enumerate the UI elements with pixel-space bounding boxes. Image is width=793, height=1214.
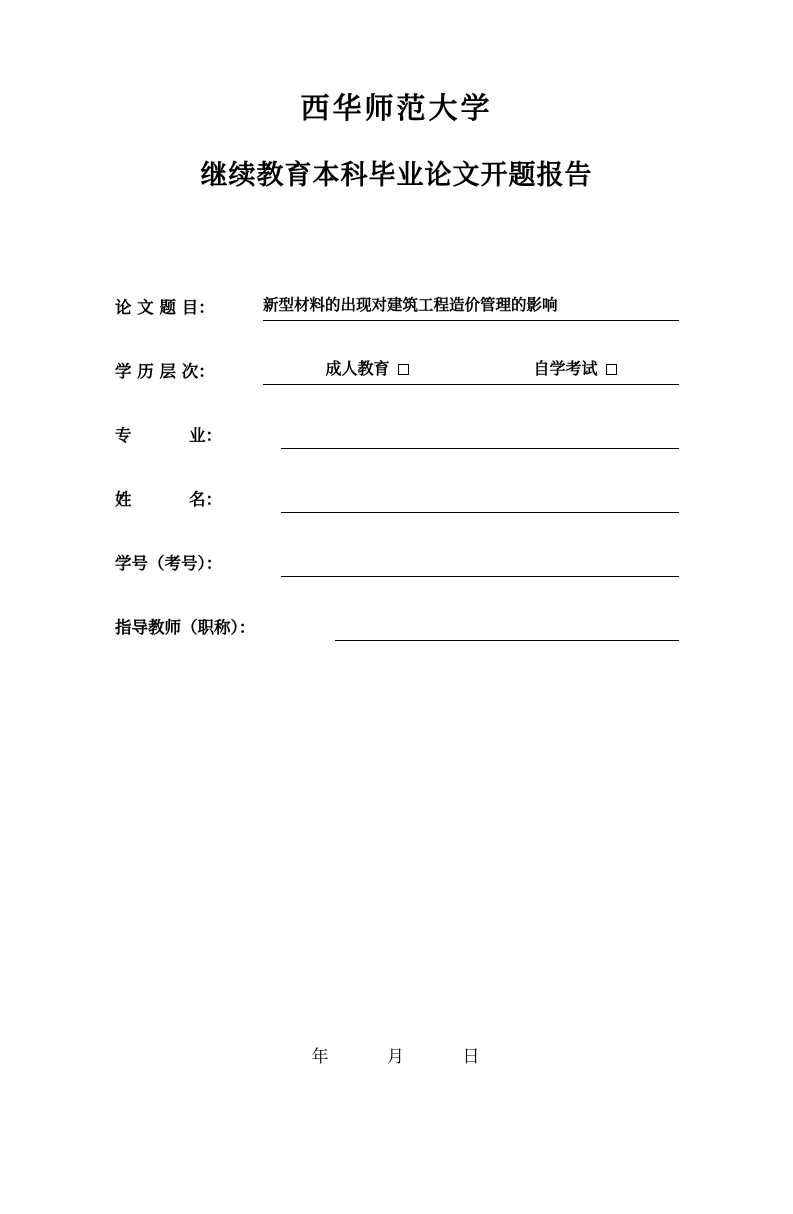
input-major[interactable]	[281, 420, 679, 449]
field-row-major	[115, 415, 793, 449]
label-major: 专 业：	[115, 426, 222, 446]
university-name: 西华师范大学	[300, 93, 493, 125]
checkbox-icon-adult-education[interactable]	[398, 364, 409, 375]
option-adult-education[interactable]	[325, 356, 408, 382]
date-footer	[0, 1042, 793, 1067]
date-day-label: 日	[462, 1047, 482, 1066]
label-student-id: 学号（考号）：	[115, 554, 223, 574]
field-row-name	[115, 479, 793, 513]
option-self-study-exam-label: 自学考试	[533, 359, 598, 379]
label-name: 姓 名：	[115, 490, 222, 510]
field-row-education-level	[115, 351, 793, 385]
field-row-advisor	[115, 607, 793, 641]
page-title-emphasis: 继续教育本科毕业	[200, 159, 425, 191]
label-thesis-title: 论 文 题 目：	[115, 298, 215, 318]
page-title-rest: 论文开题报告	[424, 159, 593, 190]
option-self-study-exam[interactable]	[533, 356, 616, 382]
checkbox-icon-self-study-exam[interactable]	[606, 364, 617, 375]
title-block	[0, 92, 793, 192]
input-student-id[interactable]	[281, 548, 679, 577]
page-title	[0, 159, 793, 193]
field-row-thesis-title	[115, 287, 793, 321]
date-year-label: 年	[311, 1047, 331, 1066]
form-fields	[0, 287, 793, 641]
label-advisor: 指导教师（职称）：	[115, 618, 256, 638]
input-advisor[interactable]	[335, 612, 679, 641]
input-education-level[interactable]	[263, 356, 679, 385]
field-row-student-id	[115, 543, 793, 577]
label-education-level: 学 历 层 次：	[115, 362, 215, 382]
input-name[interactable]	[281, 484, 679, 513]
option-adult-education-label: 成人教育	[325, 359, 390, 379]
document-page	[0, 92, 793, 1214]
input-thesis-title[interactable]: 新型材料的出现对建筑工程造价管理的影响	[263, 292, 679, 321]
date-month-label: 月	[387, 1047, 406, 1066]
